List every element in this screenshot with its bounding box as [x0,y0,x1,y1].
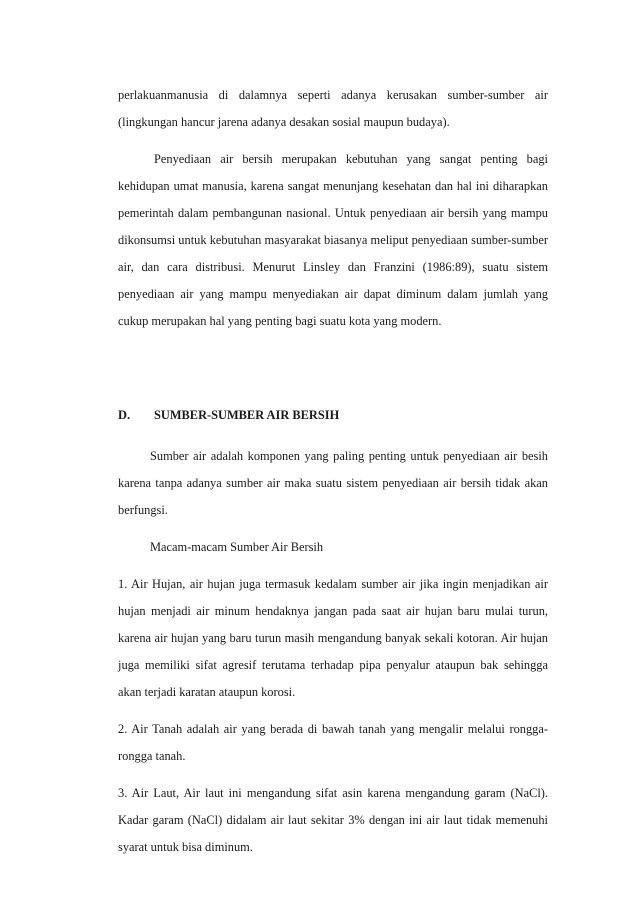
subheading-water-sources: Macam-macam Sumber Air Bersih [150,540,324,554]
list-item-sea-water: 3. Air Laut, Air laut ini mengandung sifat asin karena mengandung garam (NaCl). Kadar garam (NaCl) didalam air laut sekitar 3% dengan ini air laut tidak memenuhi syarat untuk bisa diminum. [118,786,548,854]
paragraph-section-intro: Sumber air adalah komponen yang paling penting untuk penyediaan air besih karena tanpa adanya sumber air maka suatu sistem penyediaan air bersih tidak akan berfungsi. [118,449,548,517]
section-heading [118,402,548,429]
list-item-rain-water: 1. Air Hujan, air hujan juga termasuk kedalam sumber air jika ingin menjadikan air hujan menjadi air minum hendaknya jangan pada saat air hujan baru mulai turun, karena air hujan yang baru turun masih mengandung banyak sekali kotoran. Air hujan juga memiliki sifat agresif terutama terhadap pipa penyalur ataupun bak sehingga akan terjadi karatan ataupun korosi. [118,577,548,699]
paragraph-continuation: perlakuanmanusia di dalamnya seperti adanya kerusakan sumber-sumber air (lingkungan hancur jarena adanya desakan sosial maupun budaya). [118,88,548,129]
paragraph-water-supply: Penyediaan air bersih merupakan kebutuhan yang sangat penting bagi kehidupan umat manusia, karena sangat menunjang kesehatan dan hal ini diharapkan pemerintah dalam pembangunan nasional. Untuk penyediaan air bersih yang mampu dikonsumsi untuk kebutuhan masyarakat biasanya meliput penyediaan sumber-sumber air, dan cara distribusi. Menurut Linsley dan Franzini (1986:89), suatu sistem penyediaan air yang mampu menyediakan air dapat diminum dalam jumlah yang cukup merupakan hal yang penting bagi suatu kota yang modern. [118,152,548,328]
document-page [118,82,548,861]
section-title: SUMBER-SUMBER AIR BERSIH [154,408,340,422]
list-item-ground-water: 2. Air Tanah adalah air yang berada di bawah tanah yang mengalir melalui rongga-rongga tanah. [118,722,548,763]
section-number: D. [118,408,131,422]
